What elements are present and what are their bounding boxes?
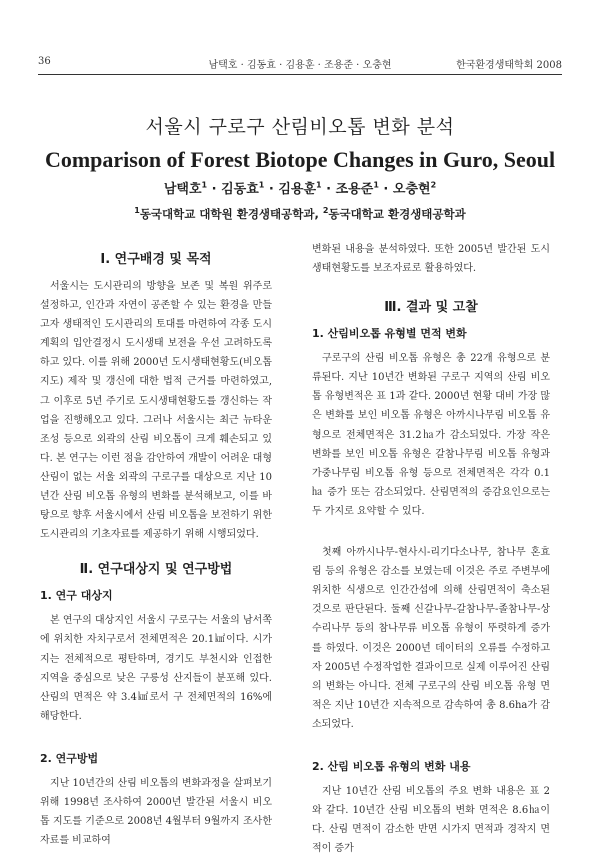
affil-sup: 2 [322, 206, 329, 216]
subsection-heading: 1. 산림비오톱 유형별 면적 변화 [312, 327, 467, 341]
author-list: 남택호$^1$ · 김동효$^1$ · 김용훈$^1$ · 조용준$^1$ · 오충현$^2$ [163, 180, 437, 197]
author-name: 김동효 [221, 182, 259, 197]
paragraph: 서울시는 도시관리의 방향을 보존 및 복원 위주로 설정하고, 인간과 자연이 공존할 수 있는 환경을 만들고자 생태적인 도시관리의 토대를 마련하여 각종 도시계획의 입안결정시 도시생태 보전을 우선 고려하도록 하고 있다. 이를 위해 2000년 도시생태현황도(비오톱지도) 제작 및 갱신에 대한 법적 근거를 마련하였고, 그 이후로 5년 주기로 도시생태현황도를 갱신하는 작업을 진행해오고 있다. 그러나 서울시는 최근 뉴타운 조성 등으로 외곽의 산림 비오톱이 크게 훼손되고 있다. 본 연구는 이런 점을 감안하여 개발이 어려운 대형 산림이 없는 서울 외곽의 구로구를 대상으로 지난 10년간 산림 비오톱 유형의 변화를 분석해보고, 이를 바탕으로 향후 서울시에서 산림 비오톱을 보전하기 위한 도시관리의 기초자료를 제공하기 위해 시행되었다. [40, 281, 272, 541]
title-english: Comparison of Forest Biotope Changes in Guro, Seoul [44, 147, 556, 172]
subsection-heading: 1. 연구 대상지 [40, 589, 113, 603]
page-number: 36 [38, 56, 51, 67]
running-header [38, 54, 562, 75]
affiliation: 동국대학교 대학원 환경생태공학과, [139, 207, 323, 221]
affil-sup: 1 [134, 206, 140, 216]
author-name: 오충현 [392, 182, 431, 197]
paragraph: 변화된 내용을 분석하였다. 또한 2005년 발간된 도시생태현황도를 보조자료로 활용하였다. [312, 244, 550, 275]
paragraph: 본 연구의 대상지인 서울시 구로구는 서울의 남서쪽에 위치한 자치구로서 전체면적은 20.1㎢이다. 시가지는 전체적으로 평탄하며, 경기도 부천시와 인접한 지역을 중심으로 낮은 구릉성 산지들이 분포해 있다. 산림의 면적은 약 3.4㎢로서 구 전체면적의 16%에 해당한다. [40, 615, 272, 722]
affiliation: 동국대학교 환경생태공학과 [328, 207, 466, 221]
section-heading: Ⅱ. 연구대상지 및 연구방법 [79, 562, 233, 578]
paragraph: 지난 10년간의 산림 비오톱의 변화과정을 살펴보기 위해 1998년 조사하여 2000년 발간된 서울시 비오톱 지도를 기준으로 2008년 4월부터 9월까지 조사한 자료를 비교하여 [40, 777, 272, 847]
paragraph: 첫째 아까시나무-현사시-리기다소나무, 참나무 혼효림 등의 유형은 감소를 보였는데 이것은 주로 주변부에 위치한 식생으로 인간간섭에 의해 산림면적이 축소된 것으로 판단된다. 둘째 신갈나무-갈참나무-졸참나무-상수리나무 등의 참나무류 비오톱 유형이 뚜렷하게 증가를 하였다. 이것은 2000년 데이터의 오류를 수정하고자 2005년 수정작업한 결과이므로 실제 이루어진 산림의 변화는 아니다. 전체 구로구의 산림 비오톱 유형 면적은 지난 10년간 지속적으로 감속하여 총 8.6ha가 감소되었다. [312, 547, 550, 730]
author-name: 김용훈 [278, 182, 317, 197]
section-heading: Ⅲ. 결과 및 고찰 [384, 300, 478, 316]
author-sup: 1 [316, 180, 322, 190]
header-journal: 한국환경생태학회 2008 [456, 60, 562, 71]
header-authors: 남택호 · 김동효 · 김용훈 · 조용준 · 오충현 [208, 60, 392, 71]
author-name: 남택호 [163, 182, 202, 197]
subsection-heading: 2. 연구방법 [40, 751, 99, 765]
author-sup: 1 [258, 180, 265, 190]
subsection-heading: 2. 산림 비오톱 유형의 변화 내용 [312, 759, 471, 773]
author-sup: 1 [201, 180, 208, 190]
author-sup: 2 [430, 180, 437, 190]
paragraph: 구로구의 산림 비오톱 유형은 총 22개 유형으로 분류된다. 지난 10년간 변화된 구로구 지역의 산림 비오톱 유형변적은 표 1과 같다. 2000년 현황 대비 가장 많은 변화를 보인 비오톱 유형은 아까시나무림 비오톱 유형으로 전체면적은 31.2㏊가 감소되었다. 가장 작은 변화를 보인 비오톱 유형은 갈참나무림 비오톱 유형과 가중나무림 비오톱 유형 등으로 전체면적은 각각 0.1 ㏊ 증가 또는 감소되었다. 산림면적의 증감요인으로는 두 가지로 요약할 수 있다. [312, 353, 550, 517]
author-sup: 1 [373, 180, 379, 190]
author-name: 조용준 [335, 182, 374, 197]
paragraph: 지난 10년간 산림 비오톱의 주요 변화 내용은 표 2와 같다. 10년간 산림 비오톱의 변화 면적은 8.6㏊이다. 산림 면적이 감소한 반면 시가지 면적과 경작지 면적이 증가 [312, 785, 550, 855]
right-column [312, 240, 550, 858]
left-column [40, 240, 272, 850]
title-korean: 서울시 구로구 산림비오톱 변화 분석 [145, 116, 455, 138]
affiliations [0, 206, 600, 222]
section-heading: Ⅰ. 연구배경 및 목적 [100, 252, 212, 267]
